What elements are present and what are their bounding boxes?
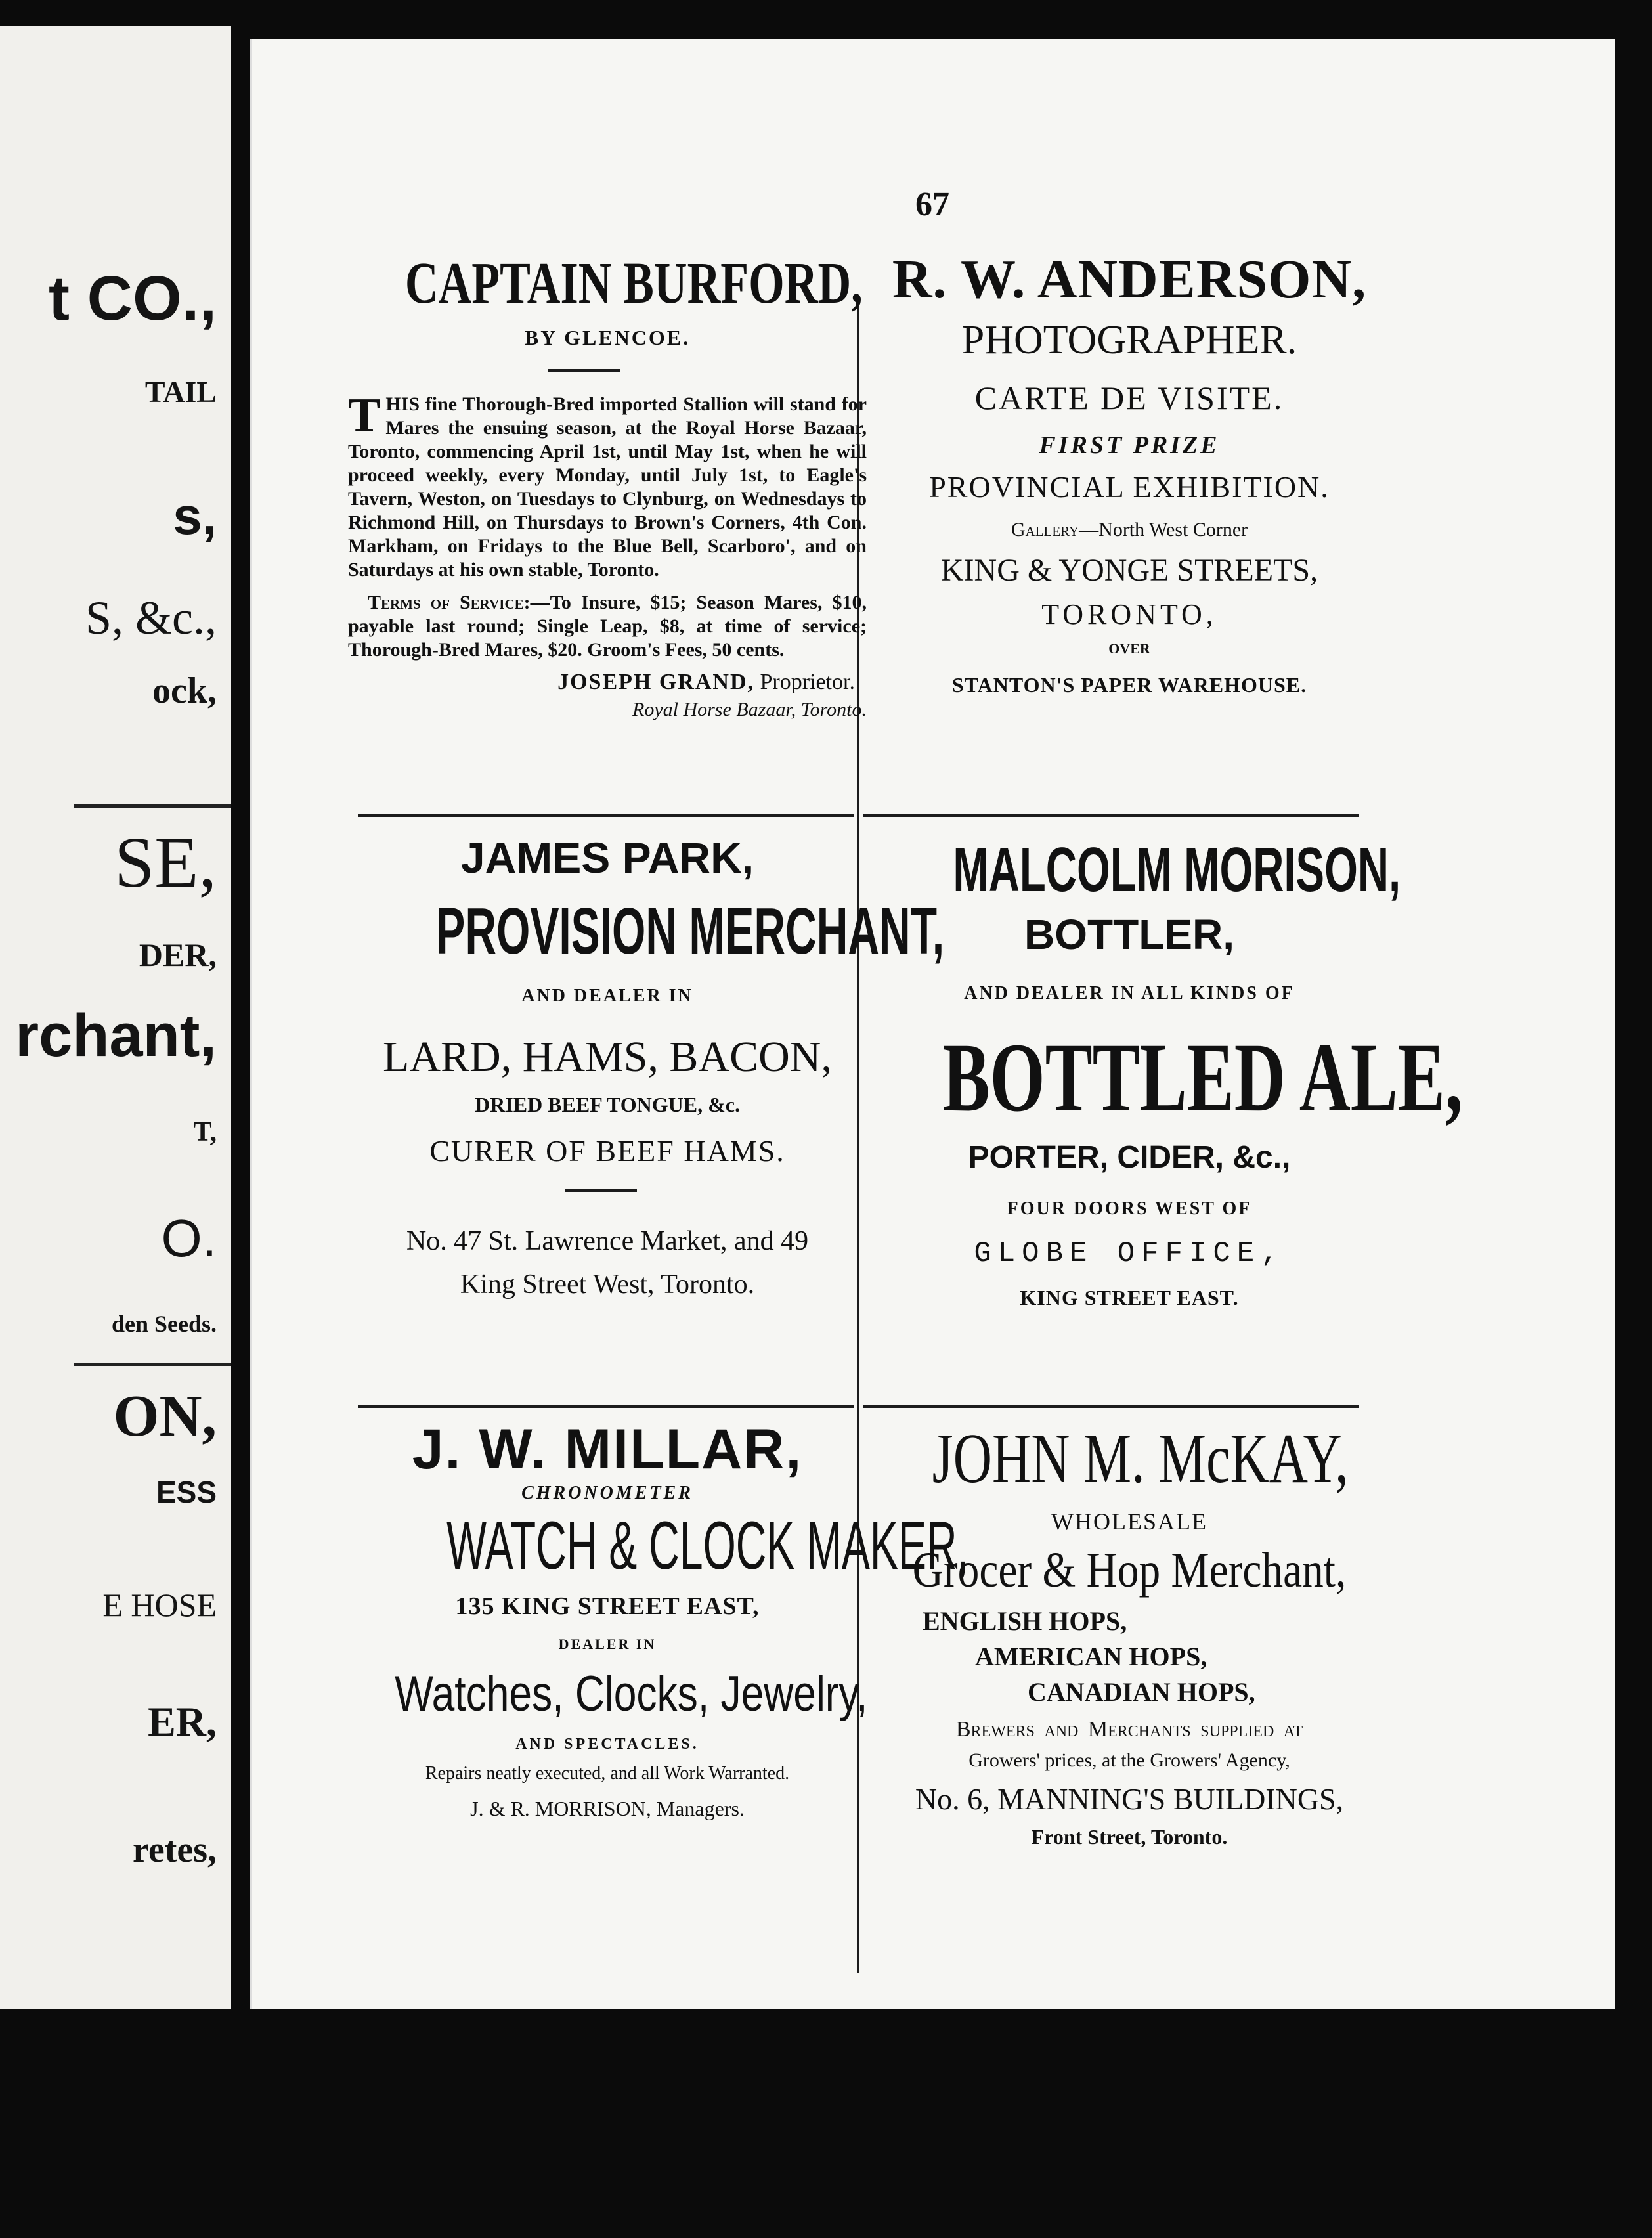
fragment-line: t CO.,	[49, 263, 217, 334]
ad-address: King Street West, Toronto.	[460, 1269, 755, 1300]
terms-text: —To Insure, $15; Season Mares, $10, payable last round; Single Leap, $8, at time of service; Thorough-Bred Mares, $20. Groom's Fees, 50 cents.	[348, 592, 867, 661]
fragment-line: ER,	[148, 1698, 217, 1745]
ad-trade: WATCH & CLOCK MAKER,	[446, 1508, 969, 1585]
ad-malcolm-morison	[870, 834, 1463, 1310]
fragment-line: den Seeds.	[111, 1311, 217, 1337]
fragment-line: ESS	[156, 1475, 217, 1509]
ad-goods: DRIED BEEF TONGUE, &c.	[475, 1092, 740, 1116]
ad-street: Front Street, Toronto.	[1031, 1824, 1228, 1849]
ad-goods: AND SPECTACLES.	[515, 1736, 699, 1753]
fragment-line: SE,	[114, 822, 217, 902]
ad-managers: J. & R. MORRISON, Managers.	[470, 1796, 745, 1820]
ad-title: MALCOLM MORISON,	[953, 835, 1401, 905]
ad-streets: KING & YONGE STREETS,	[940, 552, 1318, 588]
ad-line: CARTE DE VISITE.	[974, 379, 1284, 416]
fragment-line: ON,	[113, 1384, 217, 1449]
ad-location: Royal Horse Bazaar, Toronto.	[632, 698, 867, 720]
ad-title: CAPTAIN BURFORD,	[404, 251, 863, 316]
ad-john-mckay	[870, 1418, 1389, 1849]
ad-over: OVER	[1108, 640, 1150, 657]
ad-brewers: Brewers and Merchants supplied at	[955, 1717, 1303, 1742]
section-rule	[863, 814, 1359, 817]
ad-chrono: CHRONOMETER	[521, 1482, 693, 1503]
ad-goods: LARD, HAMS, BACON,	[383, 1033, 832, 1082]
fragment-line: s,	[173, 487, 217, 545]
ad-trade: PROVISION MERCHANT,	[436, 894, 945, 968]
ad-wholesale: WHOLESALE	[1051, 1508, 1207, 1535]
ad-hops: AMERICAN HOPS,	[975, 1641, 1207, 1671]
ad-prices: Growers' prices, at the Growers' Agency,	[968, 1749, 1290, 1771]
fragment-rule	[74, 1363, 231, 1366]
ad-james-park	[348, 833, 945, 1300]
ad-captain-burford	[348, 250, 867, 720]
ad-rw-anderson	[870, 250, 1389, 697]
ad-line: FIRST PRIZE	[1039, 431, 1220, 459]
ad-city: TORONTO,	[1041, 598, 1217, 630]
fragment-line: S, &c.,	[85, 592, 217, 644]
ad-subtitle: BY GLENCOE.	[524, 326, 691, 349]
section-rule	[863, 1405, 1359, 1408]
ad-description	[348, 389, 867, 582]
ad-proprietor	[348, 670, 867, 694]
ad-repairs: Repairs neatly executed, and all Work Warranted.	[425, 1763, 790, 1784]
ad-title: J. W. MILLAR,	[412, 1418, 803, 1481]
drop-cap: T	[348, 389, 381, 443]
ad-dealer: AND DEALER IN	[521, 985, 693, 1006]
ad-address: 135 KING STREET EAST,	[455, 1592, 760, 1621]
ad-doors: FOUR DOORS WEST OF	[1007, 1198, 1252, 1219]
proprietor-name: JOSEPH GRAND,	[557, 670, 755, 695]
ad-goods: BOTTLED ALE,	[942, 1023, 1463, 1133]
ad-body	[348, 389, 867, 662]
ad-goods: PORTER, CIDER, &c.,	[968, 1140, 1291, 1175]
ad-title: R. W. ANDERSON,	[892, 249, 1367, 310]
proprietor-title: Proprietor.	[760, 670, 855, 695]
ad-gallery	[870, 519, 1389, 540]
ad-goods: Watches, Clocks, Jewelry,	[395, 1666, 868, 1722]
ad-trade: Grocer & Hop Merchant,	[912, 1542, 1347, 1598]
section-rule	[358, 814, 854, 817]
fragment-line: retes,	[133, 1830, 217, 1870]
ad-dealer: AND DEALER IN ALL KINDS OF	[964, 983, 1295, 1004]
fragment-line: E HOSE	[102, 1587, 217, 1623]
ad-curer: CURER OF BEEF HAMS.	[429, 1134, 785, 1168]
ad-hops: CANADIAN HOPS,	[1028, 1677, 1255, 1707]
fragment-rule	[74, 804, 231, 808]
fragment-line: rchant,	[15, 1002, 217, 1069]
short-rule	[548, 369, 620, 372]
ad-office: GLOBE OFFICE,	[974, 1237, 1285, 1270]
fragment-line: ock,	[152, 670, 217, 711]
ad-trade: BOTTLER,	[1024, 911, 1234, 958]
ad-title: JAMES PARK,	[460, 833, 754, 882]
ad-trade: PHOTOGRAPHER.	[961, 318, 1297, 363]
directory-page	[250, 39, 1615, 2009]
ad-description-text: HIS fine Thorough-Bred imported Stallion will stand for Mares the ensuing season, at the Royal Horse Bazaar, Toronto, commencing April 1st, until May 1st, when he will proceed weekly, every Monday, until July 1st, to Eagle's Tavern, Weston, on Tuesdays to Clynburg, on Wednesdays to Richmond Hill, on Thursdays to Brown's Corners, 4th Con. Markham, on Fridays to the Blue Bell, Scarboro', and on Saturdays at his own stable, Toronto.	[348, 393, 867, 581]
short-rule	[565, 1189, 637, 1192]
section-rule	[358, 1405, 854, 1408]
fragment-line: DER,	[139, 936, 217, 973]
ad-address: No. 47 St. Lawrence Market, and 49	[406, 1225, 809, 1256]
ad-address: No. 6, MANNING'S BUILDINGS,	[915, 1782, 1344, 1816]
page-number: 67	[915, 186, 949, 223]
terms-label: Terms of Service:	[368, 592, 531, 614]
fragment-line: O.	[161, 1209, 217, 1267]
ad-terms	[348, 591, 867, 662]
ad-dealer: DEALER IN	[558, 1636, 657, 1653]
fragment-line: T,	[193, 1117, 217, 1147]
ad-hops: ENGLISH HOPS,	[923, 1606, 1127, 1636]
gallery-label: Gallery	[1011, 518, 1079, 540]
facing-page-fragment	[0, 26, 231, 2009]
ad-warehouse: STANTON'S PAPER WAREHOUSE.	[951, 673, 1307, 697]
fragment-line: TAIL	[144, 375, 217, 408]
gallery-text: —North West Corner	[1079, 518, 1248, 540]
ad-title: JOHN M. McKAY,	[932, 1420, 1349, 1498]
ad-street: KING STREET EAST.	[1020, 1286, 1239, 1310]
ad-jw-millar	[348, 1418, 969, 1820]
ad-line: PROVINCIAL EXHIBITION.	[929, 470, 1330, 504]
